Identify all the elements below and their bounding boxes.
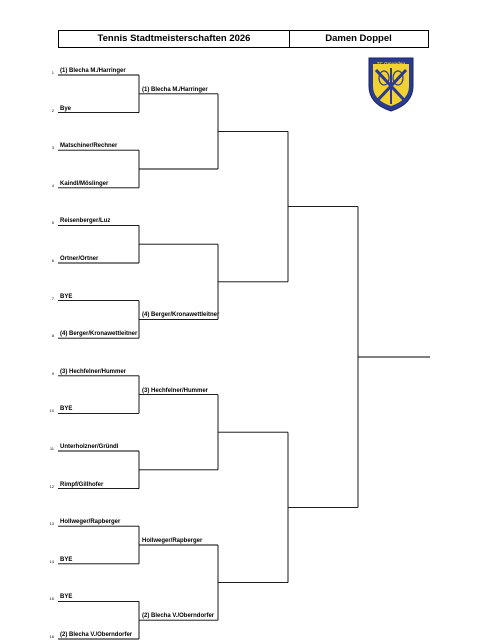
r1-player: Matschiner/Rechner (60, 143, 118, 150)
r2-player: (1) Blecha M./Harringer (142, 86, 208, 93)
r1-player: (1) Blecha M./Harringer (60, 68, 126, 74)
r1-player: BYE (60, 556, 73, 563)
r1-player: Reisenberger/Luz (60, 218, 111, 225)
r1-player: Bye (60, 105, 72, 112)
r1-player: BYE (60, 293, 73, 300)
seed-number: 16 (49, 634, 54, 639)
r1-player: Unterholzner/Gründl (60, 444, 119, 450)
seed-number: 9 (51, 370, 54, 376)
r1-player: BYE (60, 594, 73, 601)
r1-player: BYE (60, 406, 73, 413)
r1-player: (3) Hechfelner/Hummer (60, 368, 127, 375)
seed-number: 11 (49, 446, 54, 451)
seed-number: 10 (49, 408, 54, 414)
seed-number: 2 (51, 107, 54, 113)
r2-player: (2) Blecha V./Oberndorfer (142, 613, 215, 620)
r2-player: Hollweger/Rapberger (142, 538, 203, 544)
r2-player: (3) Hechfelner/Hummer (142, 387, 209, 394)
seed-number: 1 (51, 70, 54, 75)
r1-player: Kaindl/Möslinger (60, 180, 109, 187)
logo-year: 1903 (386, 105, 396, 110)
seed-number: 12 (49, 483, 54, 489)
seed-number: 8 (51, 333, 54, 339)
seed-number: 14 (49, 558, 54, 564)
tournament-title: Tennis Stadtmeisterschaften 2026 (59, 31, 290, 47)
r1-player: (2) Blecha V./Oberndorfer (60, 632, 133, 638)
r2-player: (4) Berger/Kronawettleitner (142, 312, 220, 319)
event-name: Damen Doppel (325, 33, 392, 44)
r1-player: Hollweger/Rapberger (60, 519, 121, 526)
seed-number: 7 (51, 295, 54, 301)
seed-number: 15 (49, 596, 54, 602)
seed-number: 13 (49, 521, 54, 527)
r1-player: Ortner/Ortner (60, 256, 99, 262)
seed-number: 3 (51, 145, 54, 151)
seed-number: 6 (51, 258, 54, 263)
logo-text: TC Gmunden (376, 61, 406, 66)
seed-number: 5 (51, 220, 54, 226)
r1-player: Rimpf/Gillhofer (60, 481, 104, 488)
r1-player: (4) Berger/Kronawettleitner (60, 331, 138, 338)
seed-number: 4 (51, 182, 54, 188)
